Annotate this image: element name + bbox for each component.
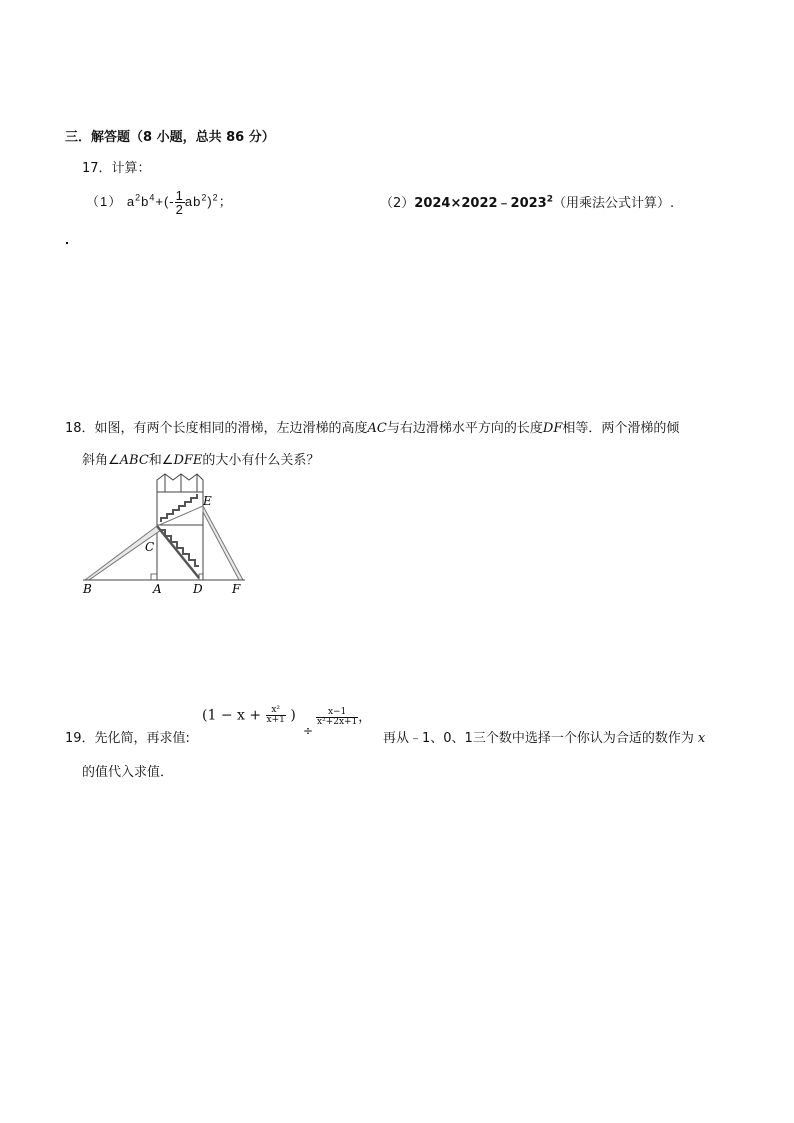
q19-frac1-num: x² — [266, 706, 286, 716]
label-f: F — [232, 582, 241, 596]
label-e: E — [203, 494, 212, 508]
q17-p1-ab: ab — [184, 193, 202, 209]
q17-label: 17．计算： — [82, 161, 151, 176]
q18-line2-mid: 和∠ — [148, 453, 174, 468]
q17-p1-frac-num: 1 — [175, 188, 184, 203]
q17-p1-close: ) — [207, 193, 213, 209]
q18-line1-mid: 与右边滑梯水平方向的长度 — [386, 421, 543, 436]
q19-frac2-den: x²+2x+1 — [317, 717, 358, 727]
stray-dot — [66, 242, 68, 244]
q18-ac: AC — [367, 421, 387, 436]
q17-p2-label: （2） — [380, 196, 415, 211]
q17-p1-plus: +(- — [155, 193, 175, 209]
label-d: D — [193, 582, 203, 596]
q19-fraction-1 — [266, 706, 286, 725]
q17-p1-a: a — [126, 193, 136, 209]
q19-line1-post: 再从﹣1、0、1三个数中选择一个你认为合适的数作为 — [383, 731, 694, 746]
label-c: C — [145, 540, 155, 554]
q19-expression-1 — [202, 706, 296, 725]
q18-dfe: DFE — [173, 453, 203, 468]
q17-part1 — [86, 189, 233, 216]
q18-line1 — [65, 417, 679, 436]
q19-frac1-den: x+1 — [266, 715, 285, 725]
right-slide-chute — [203, 506, 243, 580]
upper-stairs — [161, 494, 197, 522]
q17-p1-exp-ab: 2 — [201, 192, 208, 203]
q19-close: ) — [290, 707, 296, 724]
q17-p2-exp: 2 — [546, 194, 553, 205]
q19-expression-2 — [316, 706, 371, 727]
q18-line1-pre: 18．如图，有两个长度相同的滑梯，左边滑梯的高度 — [65, 421, 368, 436]
section-title: 三．解答题（8 小题，总共 86 分） — [65, 130, 275, 145]
q17-p2-note: （用乘法公式计算）. — [553, 196, 675, 211]
q19-intro: 19．先化简，再求值: — [65, 731, 190, 746]
q18-abc: ABC — [119, 453, 149, 468]
segment-cd — [157, 526, 199, 578]
slides-figure — [75, 470, 265, 600]
q18-line1-post: 相等．两个滑梯的倾 — [562, 421, 680, 436]
q19-var-x: x — [697, 731, 706, 746]
q18-df: DF — [542, 421, 563, 436]
q19-line1-post-wrap — [383, 727, 705, 746]
q19-open: (1 − x + — [202, 707, 262, 724]
tower-roof — [157, 474, 203, 492]
label-a: A — [153, 582, 162, 596]
q17-p1-exp-b: 4 — [149, 192, 156, 203]
q17-p2-expr: 2024×2022﹣2023 — [414, 196, 547, 211]
lower-stairs — [161, 530, 199, 566]
q17-p1-end: ； — [218, 193, 233, 209]
q18-line2-post: 的大小有什么关系？ — [202, 453, 320, 468]
q19-line2: 的值代入求值． — [82, 765, 174, 780]
q17-p1-label: （1） — [86, 193, 123, 209]
right-angle-a — [151, 574, 157, 580]
q19-comma: ， — [358, 710, 372, 725]
q17-part2 — [380, 192, 674, 211]
q17-p1-fraction — [175, 189, 185, 216]
label-b: B — [83, 582, 92, 596]
q17-p1-exp-a: 2 — [135, 192, 142, 203]
q19-fraction-2 — [316, 708, 358, 727]
q19-frac2-num: x−1 — [316, 708, 358, 718]
q18-line2-pre: 斜角∠ — [82, 453, 120, 468]
q17-p1-b: b — [141, 193, 150, 209]
q18-line2 — [82, 449, 319, 468]
q19-div: ÷ — [303, 724, 314, 738]
slide-tower — [157, 474, 203, 580]
q17-p1-frac-den: 2 — [175, 202, 184, 217]
q17-p1-exp-outer: 2 — [212, 192, 219, 203]
right-slide — [203, 506, 243, 580]
